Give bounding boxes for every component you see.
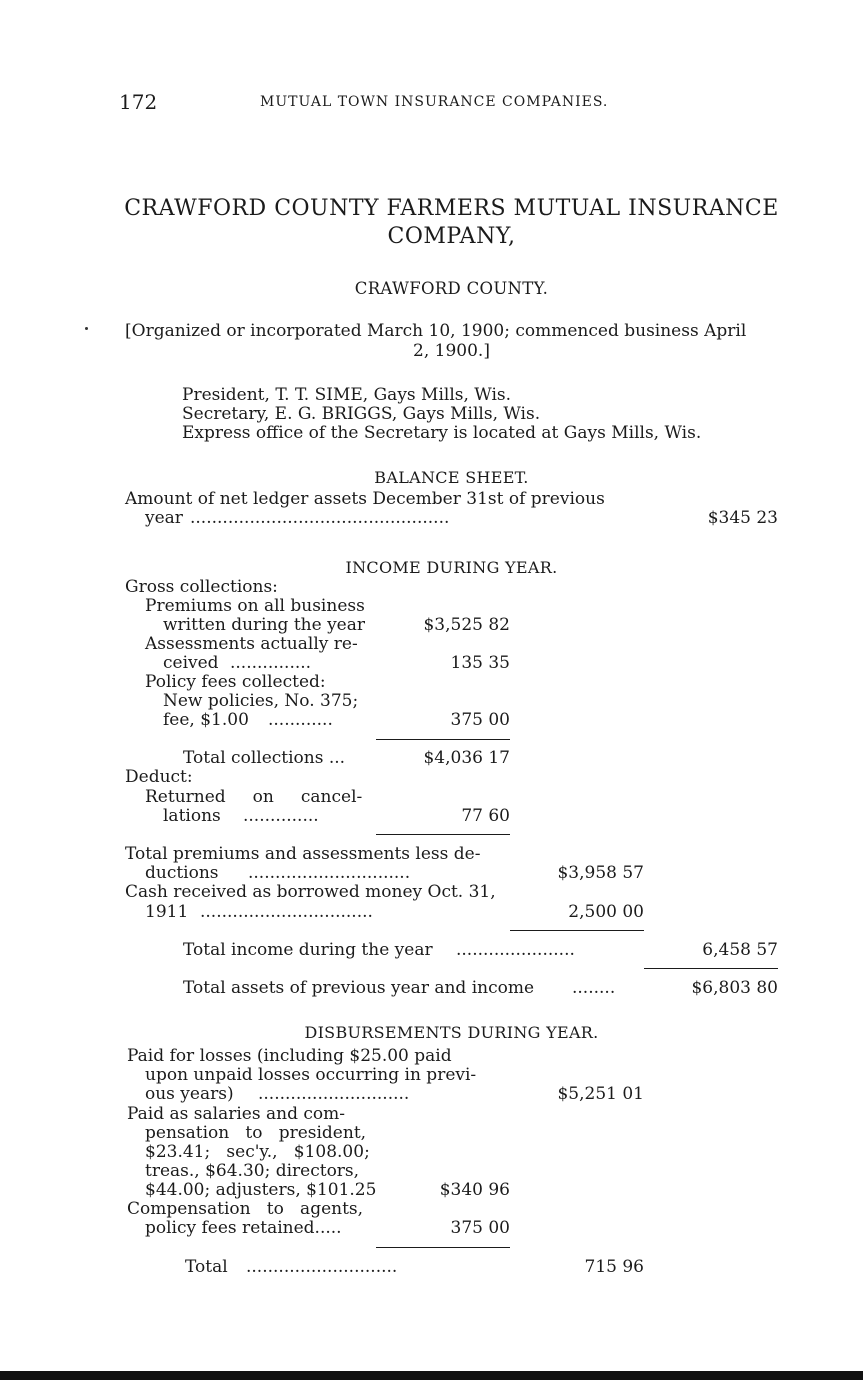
premiums-line2: written during the year <box>163 615 365 635</box>
income-heading: INCOME DURING YEAR. <box>345 558 558 577</box>
salaries-line4: treas., $64.30; directors, <box>145 1161 360 1181</box>
compensation-amount: 375 00 <box>450 1218 510 1238</box>
compensation-line2: policy fees retained..... <box>145 1218 342 1238</box>
policy-fees-leader: ............ <box>268 711 333 730</box>
total-income-label: Total income during the year <box>183 940 433 960</box>
assessments-line1: Assessments actually re- <box>145 634 358 654</box>
total-premiums-line2: ductions <box>145 863 219 883</box>
subtotal-rule <box>376 739 510 740</box>
cash-borrowed-amount: 2,500 00 <box>568 902 644 922</box>
premiums-line1: Premiums on all business <box>145 596 365 616</box>
salaries-line2: pensation to president, <box>145 1123 367 1143</box>
balance-sheet-heading: BALANCE SHEET. <box>374 468 529 487</box>
company-title-line1: CRAWFORD COUNTY FARMERS MUTUAL INSURANCE <box>124 196 779 221</box>
compensation-line1: Compensation to agents, <box>127 1199 364 1219</box>
losses-line2: upon unpaid losses occurring in previ- <box>145 1065 477 1085</box>
losses-leader: ............................ <box>258 1085 410 1104</box>
returned-line1: Returned on cancel- <box>145 787 363 807</box>
total-income-leader: ...................... <box>456 941 575 960</box>
returned-line2: lations <box>163 806 221 826</box>
assessments-leader: ............... <box>230 654 312 673</box>
losses-line3: ous years) <box>145 1084 234 1104</box>
net-ledger-leader: ................................................ <box>190 509 450 528</box>
salaries-line5: $44.00; adjusters, $101.25 <box>145 1180 377 1200</box>
cash-borrowed-line2: 1911 <box>145 902 189 922</box>
deduction-rule <box>376 834 510 835</box>
total-premiums-line1: Total premiums and assessments less de- <box>125 844 481 864</box>
salaries-line3: $23.41; sec'y., $108.00; <box>145 1142 370 1162</box>
disbursement-rule <box>376 1247 510 1248</box>
salaries-line1: Paid as salaries and com- <box>127 1104 345 1124</box>
organized-line1: [Organized or incorporated March 10, 1900; commenced business April <box>125 321 747 341</box>
company-title-line2: COMPANY, <box>387 224 516 249</box>
gross-collections-label: Gross collections: <box>125 577 278 597</box>
cash-borrowed-leader: ................................ <box>200 903 373 922</box>
total-premiums-amount: $3,958 57 <box>557 863 644 883</box>
policy-fees-line1: Policy fees collected: <box>145 672 326 692</box>
net-ledger-line1: Amount of net ledger assets December 31st of previous <box>125 489 605 509</box>
organized-line2: 2, 1900.] <box>413 341 490 361</box>
scan-speck <box>85 327 88 330</box>
net-ledger-amount: $345 23 <box>707 508 778 528</box>
total-collections-amount: $4,036 17 <box>423 748 510 768</box>
returned-leader: .............. <box>243 807 319 826</box>
disbursement-total-amount: 715 96 <box>584 1257 644 1277</box>
assets-rule <box>644 968 778 969</box>
total-assets-label: Total assets of previous year and income <box>183 978 535 998</box>
salaries-amount: $340 96 <box>439 1180 510 1200</box>
president-line: President, T. T. SIME, Gays Mills, Wis. <box>182 385 512 405</box>
returned-amount: 77 60 <box>461 806 510 826</box>
secretary-line: Secretary, E. G. BRIGGS, Gays Mills, Wis. <box>182 404 541 424</box>
net-ledger-line2: year <box>145 508 183 528</box>
policy-fees-line2: New policies, No. 375; <box>163 691 359 711</box>
premiums-amount: $3,525 82 <box>423 615 510 635</box>
disbursements-heading: DISBURSEMENTS DURING YEAR. <box>304 1023 599 1042</box>
county-heading: CRAWFORD COUNTY. <box>354 279 549 298</box>
disbursement-total-label: Total <box>185 1257 228 1277</box>
income-rule <box>510 930 644 931</box>
cash-borrowed-line1: Cash received as borrowed money Oct. 31, <box>125 882 496 902</box>
assessments-amount: 135 35 <box>450 653 510 673</box>
losses-amount: $5,251 01 <box>557 1084 644 1104</box>
page-number: 172 <box>119 90 158 114</box>
assessments-line2: ceived <box>163 653 219 673</box>
scan-edge-bar <box>0 1371 863 1380</box>
policy-fees-line3: fee, $1.00 <box>163 710 249 730</box>
deduct-label: Deduct: <box>125 767 193 787</box>
total-assets-amount: $6,803 80 <box>691 978 778 998</box>
disbursement-total-leader: ............................ <box>246 1258 398 1277</box>
total-collections-label: Total collections ... <box>183 748 346 768</box>
total-premiums-leader: .............................. <box>248 864 411 883</box>
losses-line1: Paid for losses (including $25.00 paid <box>127 1046 452 1066</box>
total-assets-leader: ........ <box>572 979 616 998</box>
total-income-amount: 6,458 57 <box>702 940 778 960</box>
running-title: MUTUAL TOWN INSURANCE COMPANIES. <box>260 94 609 110</box>
express-office-line: Express office of the Secretary is located at Gays Mills, Wis. <box>182 423 702 443</box>
policy-fees-amount: 375 00 <box>450 710 510 730</box>
